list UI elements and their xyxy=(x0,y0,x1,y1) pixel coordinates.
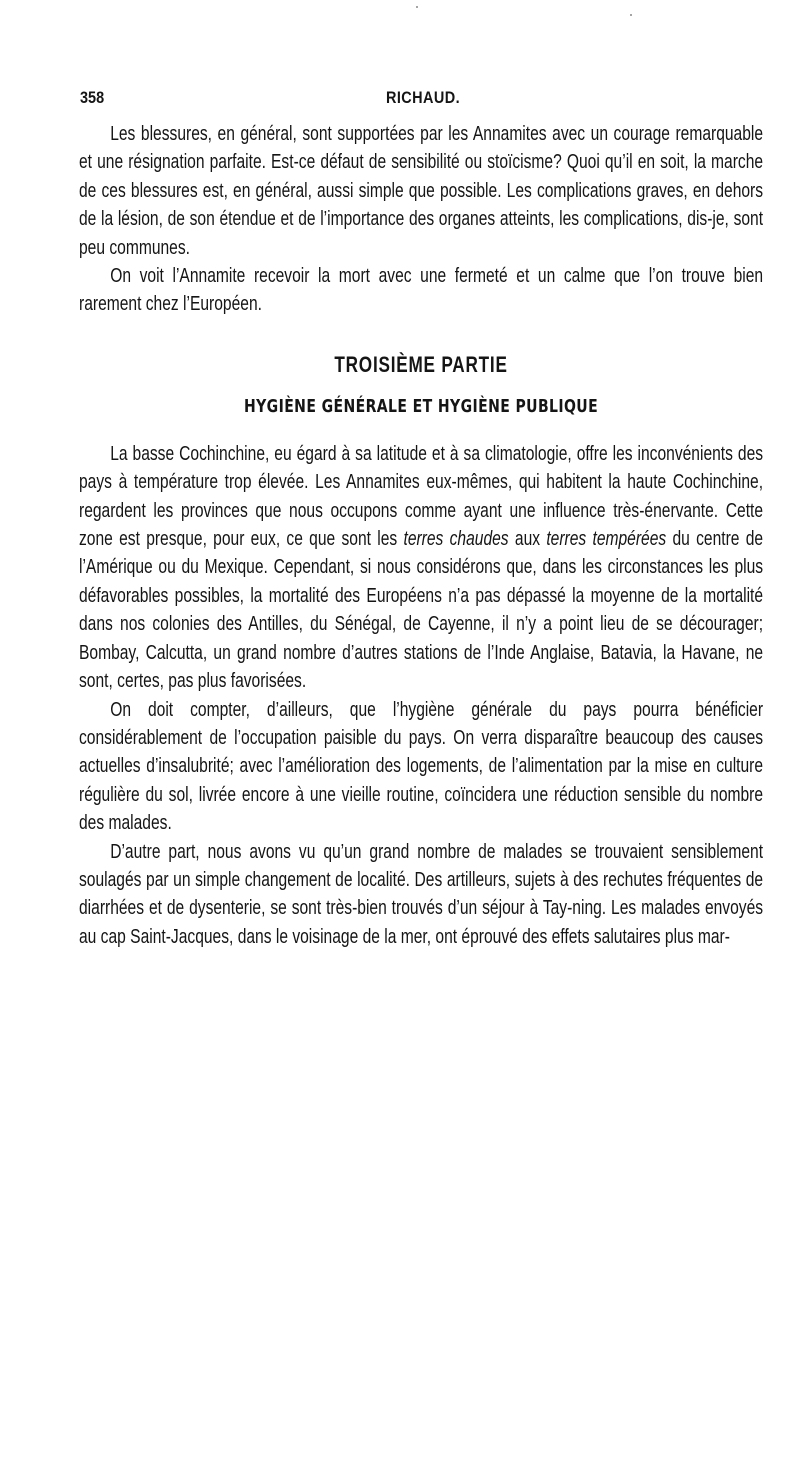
text-run: La basse Cochinchine, eu égard à sa latitude et à sa climatologie, offre les inconvénients des pays à température trop élevée. Les Annamites eux-mêmes, qui habitent la haute Cochinchine, regardent les provinces que nous occupons comme ayant une influence très-énervante. Cette zone est presque, pour eux, ce que sont les xyxy=(79,442,764,551)
italic-phrase: terres chaudes xyxy=(403,528,509,551)
body-text xyxy=(79,120,763,951)
subsection-title: HYGIÈNE GÉNÉRALE ET HYGIÈNE PUBLIQUE xyxy=(243,395,599,417)
paragraph xyxy=(79,440,763,696)
paragraph: Les blessures, en général, sont supportées par les Annamites avec un courage remarquable et une résignation parfaite. Est-ce défaut de sensibilité ou stoïcisme? Quoi qu’il en soit, la marche de ces blessures est, en général, aussi simple que possible. Les complications graves, en dehors de la lésion, de son étendue et de l’importance des organes atteints, les complications, dis-je, sont peu communes. xyxy=(79,123,764,259)
text-run: aux xyxy=(508,528,547,551)
section-title: TROISIÈME PARTIE xyxy=(334,351,508,377)
running-head: RICHAUD. xyxy=(385,88,461,107)
paragraph: On voit l’Annamite recevoir la mort avec une fermeté et un calme que l’on trouve bien rarement chez l’Européen. xyxy=(79,265,764,316)
print-speck xyxy=(416,6,418,8)
text-column xyxy=(79,120,763,951)
text-run: du centre de l’Amérique ou du Mexique. Cependant, si nous considérons que, dans les circonstances les plus défavorables possibles, la mortalité des Européens n’a pas dépassé la moyenne de la mortalité dans nos colonies des Antilles, du Sénégal, de Cayenne, il n’y a point lieu de se décourager; Bombay, Calcutta, un grand nombre d’autres stations de l’Inde Anglaise, Batavia, la Havane, ne sont, certes, pas plus favorisées. xyxy=(79,528,764,693)
page-header xyxy=(80,88,766,114)
page-number: 358 xyxy=(80,88,105,107)
paragraph: On doit compter, d’ailleurs, que l’hygiène générale du pays pourra bénéficier considérablement de l’occupation paisible du pays. On verra disparaître beaucoup des causes actuelles d’insalubrité; avec l’amélioration des logements, de l’alimentation par la mise en culture régulière du sol, livrée encore à une vieille routine, coïncidera une réduction sensible du nombre des malades. xyxy=(79,698,764,835)
paragraph: D’autre part, nous avons vu qu’un grand nombre de malades se trouvaient sensiblement soulagés par un simple changement de localité. Des artilleurs, sujets à des rechutes fréquentes de diarrhées et de dysenterie, se sont très-bien trouvés d’un séjour à Tay-ning. Les malades envoyés au cap Saint-Jacques, dans le voisinage de la mer, ont éprouvé des effets salutaires plus mar- xyxy=(79,840,764,948)
italic-phrase: terres tempérées xyxy=(546,528,667,551)
print-speck xyxy=(630,14,632,16)
